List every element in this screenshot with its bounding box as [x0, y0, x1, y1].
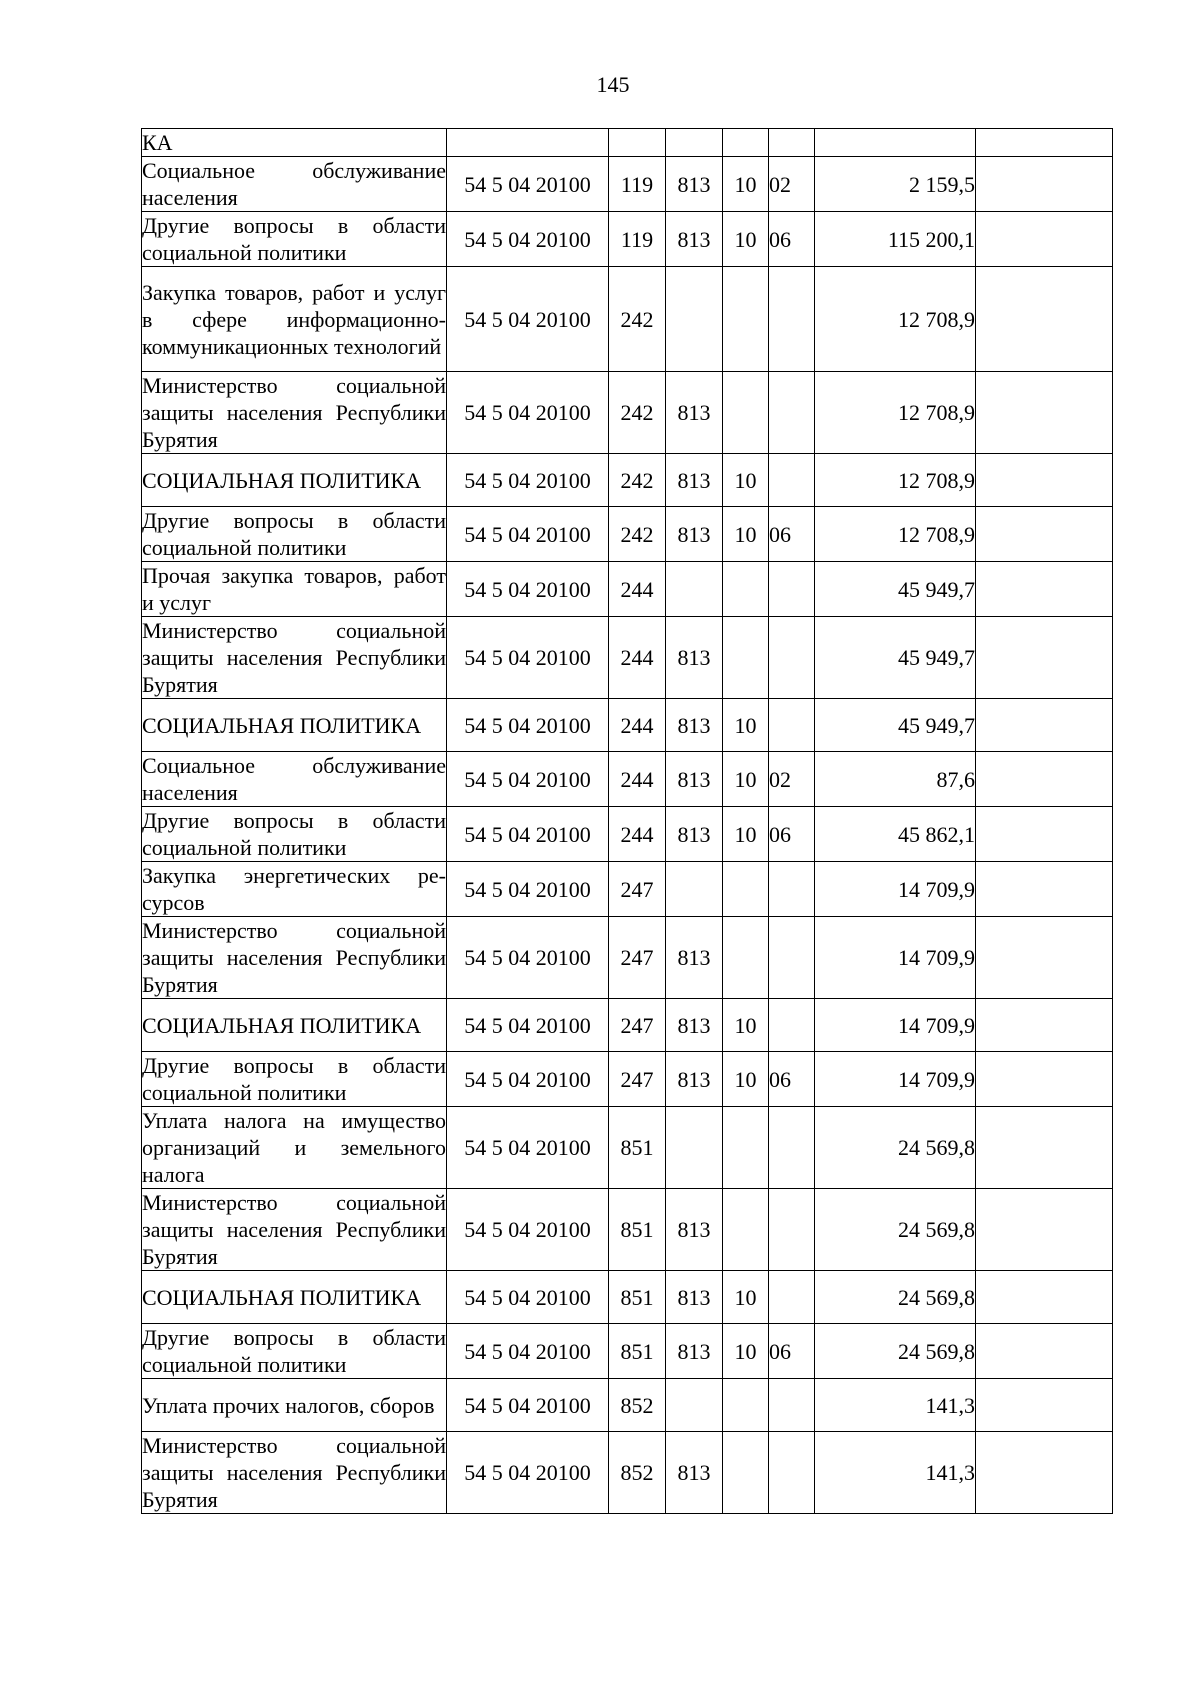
table-row [142, 1052, 1113, 1107]
ministry-code-cell [666, 562, 723, 617]
table-row [142, 917, 1113, 999]
amount-cell: 45 949,7 [815, 562, 976, 617]
table-row [142, 1324, 1113, 1379]
subsection-cell [769, 1189, 815, 1271]
expense-type-cell: 244 [609, 699, 666, 752]
empty-cell [976, 454, 1113, 507]
empty-cell [976, 807, 1113, 862]
expense-type-cell: 242 [609, 267, 666, 372]
expense-name-cell: Министерство социальной защиты населения Республики Бурятия [142, 373, 446, 452]
section-cell: 10 [723, 454, 769, 507]
subsection-cell [769, 1379, 815, 1432]
subsection-cell: 06 [769, 1052, 815, 1107]
ministry-code-cell: 813 [666, 372, 723, 454]
target-article-cell: 54 5 04 20100 [447, 507, 609, 562]
subsection-cell [769, 617, 815, 699]
target-article-cell: 54 5 04 20100 [447, 917, 609, 999]
expense-type-cell: 852 [609, 1432, 666, 1514]
subsection-cell [769, 454, 815, 507]
expense-name-cell: Министерство социальной защиты населения Республики Бурятия [142, 918, 446, 997]
expense-name-cell: СОЦИАЛЬНАЯ ПОЛИТИКА [142, 699, 447, 752]
target-article-cell: 54 5 04 20100 [447, 1052, 609, 1107]
table-row [142, 562, 1113, 617]
expense-type-cell: 244 [609, 562, 666, 617]
amount-cell: 24 569,8 [815, 1324, 976, 1379]
table-row [142, 1432, 1113, 1514]
table-row [142, 1271, 1113, 1324]
amount-cell: 115 200,1 [815, 212, 976, 267]
amount-cell: 12 708,9 [815, 267, 976, 372]
expense-name-cell: Министерство социальной защиты населения Республики Бурятия [142, 1433, 446, 1512]
table-row [142, 507, 1113, 562]
empty-cell [976, 917, 1113, 999]
empty-cell [976, 372, 1113, 454]
expense-type-cell: 851 [609, 1324, 666, 1379]
expense-name-cell: Другие вопросы в области социальной политики [142, 1053, 446, 1105]
ministry-code-cell [666, 1379, 723, 1432]
amount-cell: 14 709,9 [815, 862, 976, 917]
amount-cell: 141,3 [815, 1432, 976, 1514]
ministry-code-cell: 813 [666, 507, 723, 562]
expense-name-cell: СОЦИАЛЬНАЯ ПОЛИТИКА [142, 1271, 447, 1324]
target-article-cell: 54 5 04 20100 [447, 372, 609, 454]
expense-name-cell: Другие вопросы в области социальной политики [142, 508, 446, 560]
subsection-cell [769, 1271, 815, 1324]
target-article-cell: 54 5 04 20100 [447, 617, 609, 699]
table-row [142, 1107, 1113, 1189]
expense-name-cell: Министерство социальной защиты населения Республики Бурятия [142, 618, 446, 697]
expense-type-cell: 244 [609, 617, 666, 699]
ministry-code-cell: 813 [666, 1189, 723, 1271]
section-cell [723, 129, 769, 157]
target-article-cell: 54 5 04 20100 [447, 1379, 609, 1432]
ministry-code-cell: 813 [666, 1324, 723, 1379]
section-cell: 10 [723, 699, 769, 752]
amount-cell: 24 569,8 [815, 1271, 976, 1324]
ministry-code-cell: 813 [666, 699, 723, 752]
subsection-cell [769, 917, 815, 999]
expense-type-cell: 247 [609, 999, 666, 1052]
expense-type-cell: 247 [609, 862, 666, 917]
expense-name-cell: Министерство социальной защиты населения Республики Бурятия [142, 1190, 446, 1269]
expense-name-cell: Социальное обслуживание населения [142, 158, 446, 210]
target-article-cell: 54 5 04 20100 [447, 157, 609, 212]
ministry-code-cell: 813 [666, 157, 723, 212]
section-cell [723, 372, 769, 454]
subsection-cell [769, 267, 815, 372]
target-article-cell: 54 5 04 20100 [447, 807, 609, 862]
amount-cell: 14 709,9 [815, 1052, 976, 1107]
expense-type-cell: 247 [609, 917, 666, 999]
table-row [142, 617, 1113, 699]
expense-type-cell: 242 [609, 372, 666, 454]
amount-cell: 2 159,5 [815, 157, 976, 212]
empty-cell [976, 562, 1113, 617]
ministry-code-cell: 813 [666, 999, 723, 1052]
target-article-cell: 54 5 04 20100 [447, 999, 609, 1052]
amount-cell: 45 949,7 [815, 699, 976, 752]
expense-name-cell: КА [142, 129, 447, 157]
subsection-cell [769, 862, 815, 917]
amount-cell: 12 708,9 [815, 372, 976, 454]
table-row [142, 157, 1113, 212]
section-cell: 10 [723, 1324, 769, 1379]
section-cell: 10 [723, 507, 769, 562]
table-row [142, 129, 1113, 157]
table-body [142, 129, 1113, 1514]
empty-cell [976, 1379, 1113, 1432]
subsection-cell [769, 562, 815, 617]
ministry-code-cell [666, 862, 723, 917]
section-cell: 10 [723, 1271, 769, 1324]
subsection-cell [769, 1107, 815, 1189]
section-cell [723, 617, 769, 699]
ministry-code-cell [666, 129, 723, 157]
table-row [142, 807, 1113, 862]
amount-cell: 14 709,9 [815, 999, 976, 1052]
table-row [142, 267, 1113, 372]
target-article-cell [447, 129, 609, 157]
subsection-cell: 06 [769, 212, 815, 267]
empty-cell [976, 1189, 1113, 1271]
subsection-cell [769, 129, 815, 157]
section-cell: 10 [723, 157, 769, 212]
amount-cell: 24 569,8 [815, 1189, 976, 1271]
ministry-code-cell: 813 [666, 917, 723, 999]
expense-name-cell: Уплата налога на имущество организаций и земельного налога [142, 1108, 446, 1187]
expense-type-cell: 244 [609, 807, 666, 862]
empty-cell [976, 699, 1113, 752]
expense-type-cell: 242 [609, 454, 666, 507]
subsection-cell [769, 1432, 815, 1514]
section-cell: 10 [723, 807, 769, 862]
empty-cell [976, 1271, 1113, 1324]
expense-type-cell: 851 [609, 1107, 666, 1189]
amount-cell: 141,3 [815, 1379, 976, 1432]
expense-name-cell: СОЦИАЛЬНАЯ ПОЛИТИКА [142, 999, 447, 1052]
amount-cell: 87,6 [815, 752, 976, 807]
target-article-cell: 54 5 04 20100 [447, 1189, 609, 1271]
expense-type-cell: 244 [609, 752, 666, 807]
expense-type-cell: 851 [609, 1189, 666, 1271]
section-cell: 10 [723, 212, 769, 267]
target-article-cell: 54 5 04 20100 [447, 752, 609, 807]
expense-name-cell: Другие вопросы в области социальной политики [142, 213, 446, 265]
amount-cell: 45 862,1 [815, 807, 976, 862]
subsection-cell: 02 [769, 752, 815, 807]
target-article-cell: 54 5 04 20100 [447, 454, 609, 507]
expense-type-cell: 851 [609, 1271, 666, 1324]
section-cell [723, 1189, 769, 1271]
table-row [142, 999, 1113, 1052]
expense-name-cell: Закупка товаров, работ и услуг в сфере информационно-коммуникационных технологий [142, 267, 447, 372]
empty-cell [976, 1052, 1113, 1107]
target-article-cell: 54 5 04 20100 [447, 1107, 609, 1189]
expense-name-cell: Социальное обслуживание населения [142, 753, 446, 805]
expense-name-cell: Закупка энергетических ресурсов [142, 863, 446, 915]
section-cell: 10 [723, 999, 769, 1052]
expense-type-cell: 119 [609, 157, 666, 212]
table-row [142, 1379, 1113, 1432]
ministry-code-cell: 813 [666, 1432, 723, 1514]
empty-cell [976, 212, 1113, 267]
empty-cell [976, 617, 1113, 699]
subsection-cell [769, 372, 815, 454]
subsection-cell: 06 [769, 1324, 815, 1379]
expense-type-cell: 119 [609, 212, 666, 267]
amount-cell: 45 949,7 [815, 617, 976, 699]
target-article-cell: 54 5 04 20100 [447, 1432, 609, 1514]
expense-type-cell: 247 [609, 1052, 666, 1107]
amount-cell: 24 569,8 [815, 1107, 976, 1189]
table-row [142, 372, 1113, 454]
subsection-cell: 06 [769, 507, 815, 562]
expense-name-cell: Прочая закупка товаров, работ и услуг [142, 563, 446, 615]
table-row [142, 862, 1113, 917]
empty-cell [976, 1432, 1113, 1514]
ministry-code-cell: 813 [666, 212, 723, 267]
amount-cell [815, 129, 976, 157]
section-cell [723, 562, 769, 617]
table-row [142, 454, 1113, 507]
empty-cell [976, 1324, 1113, 1379]
amount-cell: 12 708,9 [815, 454, 976, 507]
ministry-code-cell: 813 [666, 1052, 723, 1107]
table-row [142, 212, 1113, 267]
empty-cell [976, 999, 1113, 1052]
empty-cell [976, 862, 1113, 917]
empty-cell [976, 157, 1113, 212]
empty-cell [976, 507, 1113, 562]
subsection-cell: 06 [769, 807, 815, 862]
empty-cell [976, 752, 1113, 807]
ministry-code-cell: 813 [666, 617, 723, 699]
expense-type-cell: 242 [609, 507, 666, 562]
amount-cell: 14 709,9 [815, 917, 976, 999]
section-cell: 10 [723, 1052, 769, 1107]
section-cell [723, 862, 769, 917]
budget-table [141, 128, 1113, 1514]
target-article-cell: 54 5 04 20100 [447, 562, 609, 617]
expense-name-cell: СОЦИАЛЬНАЯ ПОЛИТИКА [142, 454, 447, 507]
target-article-cell: 54 5 04 20100 [447, 267, 609, 372]
empty-cell [976, 267, 1113, 372]
section-cell: 10 [723, 752, 769, 807]
ministry-code-cell: 813 [666, 752, 723, 807]
expense-type-cell: 852 [609, 1379, 666, 1432]
subsection-cell [769, 699, 815, 752]
expense-type-cell [609, 129, 666, 157]
empty-cell [976, 129, 1113, 157]
expense-name-cell: Уплата прочих налогов, сборов [142, 1379, 447, 1432]
subsection-cell [769, 999, 815, 1052]
subsection-cell: 02 [769, 157, 815, 212]
section-cell [723, 1107, 769, 1189]
ministry-code-cell: 813 [666, 807, 723, 862]
section-cell [723, 267, 769, 372]
page-number: 145 [596, 72, 630, 97]
section-cell [723, 917, 769, 999]
amount-cell: 12 708,9 [815, 507, 976, 562]
ministry-code-cell [666, 1107, 723, 1189]
table-row [142, 1189, 1113, 1271]
ministry-code-cell: 813 [666, 454, 723, 507]
target-article-cell: 54 5 04 20100 [447, 862, 609, 917]
ministry-code-cell [666, 267, 723, 372]
section-cell [723, 1432, 769, 1514]
target-article-cell: 54 5 04 20100 [447, 1324, 609, 1379]
section-cell [723, 1379, 769, 1432]
empty-cell [976, 1107, 1113, 1189]
ministry-code-cell: 813 [666, 1271, 723, 1324]
target-article-cell: 54 5 04 20100 [447, 212, 609, 267]
table-row [142, 752, 1113, 807]
expense-name-cell: Другие вопросы в области социальной политики [142, 1325, 446, 1377]
target-article-cell: 54 5 04 20100 [447, 1271, 609, 1324]
expense-name-cell: Другие вопросы в области социальной политики [142, 808, 446, 860]
table-row [142, 699, 1113, 752]
target-article-cell: 54 5 04 20100 [447, 699, 609, 752]
